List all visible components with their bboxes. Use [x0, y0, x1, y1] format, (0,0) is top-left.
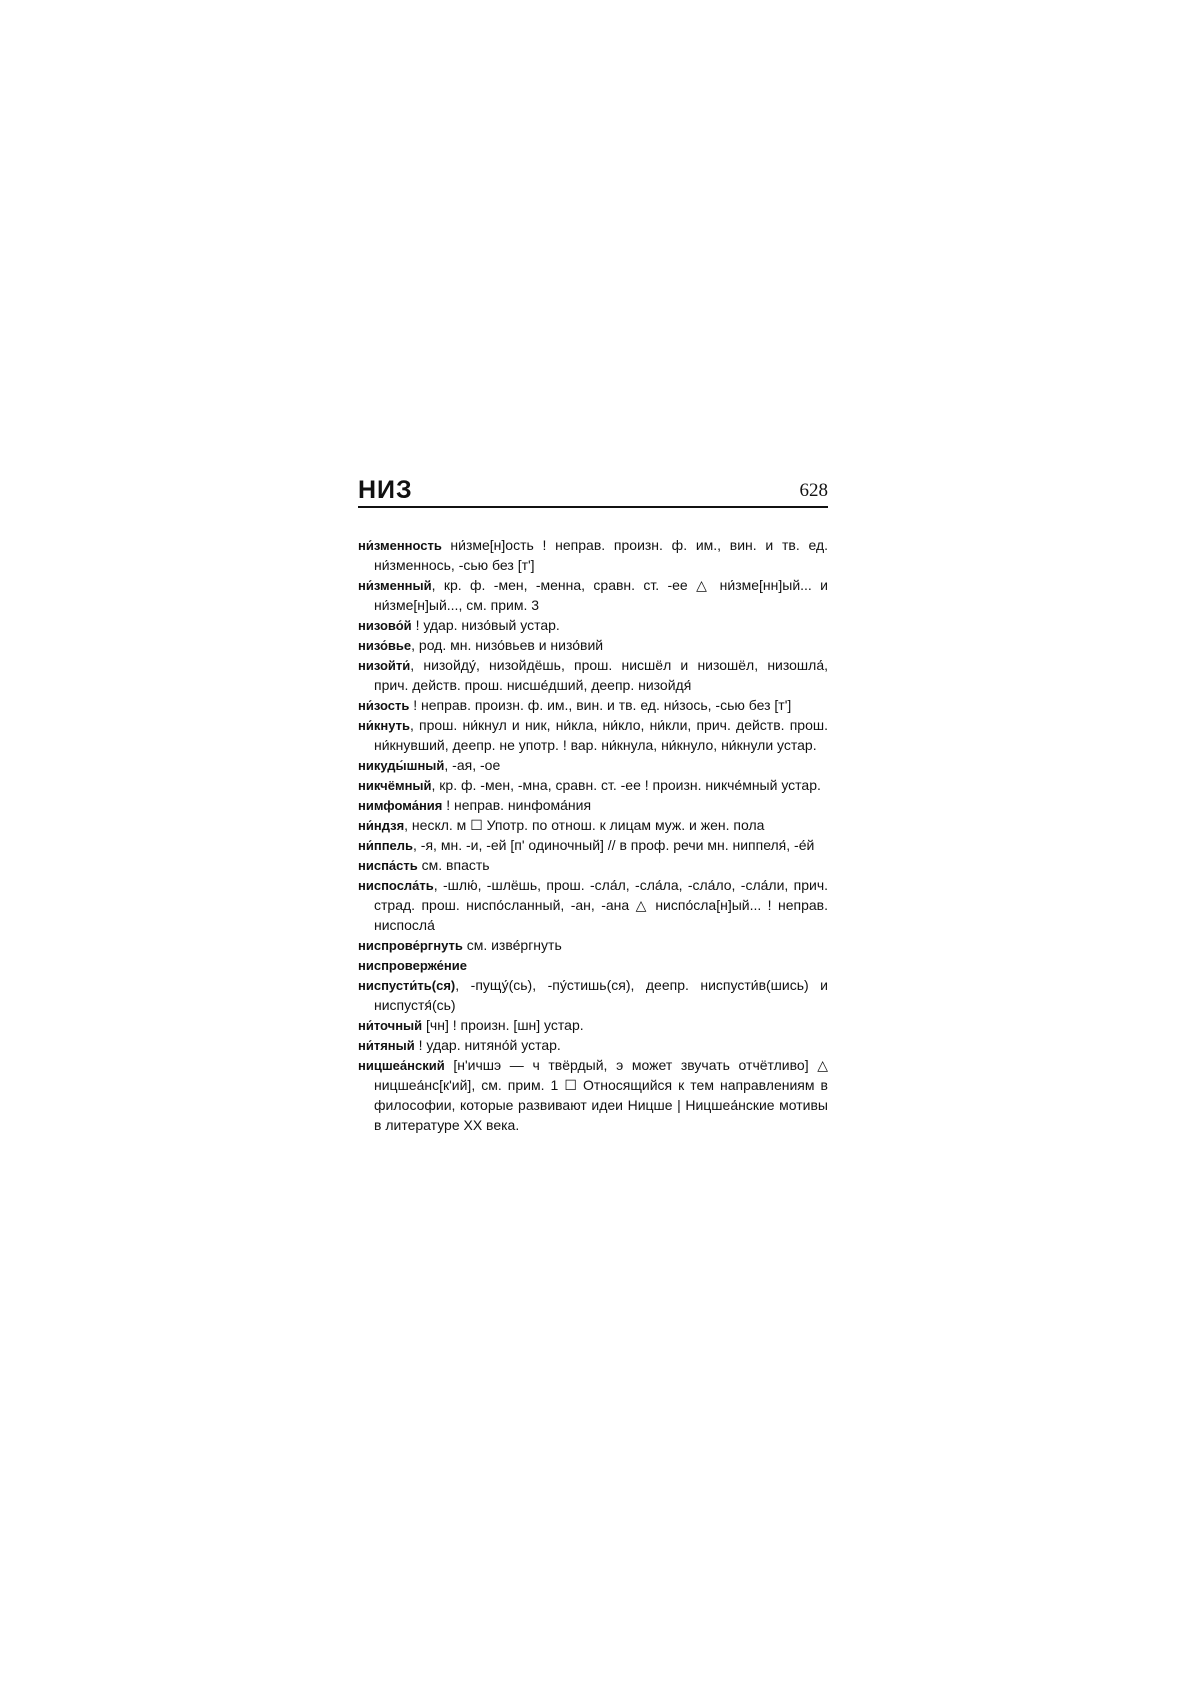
entry-body: ни́зме[н]ость ! неправ. произн. ф. им., вин. и тв. ед. ни́зменнось, -сью без [т']	[374, 537, 828, 573]
headword: низо́вье	[358, 638, 412, 653]
entry-body: , -пущу́(сь), -пу́стишь(ся), деепр. ниспусти́в(шись) и ниспустя́(сь)	[374, 977, 828, 1013]
dictionary-entry	[358, 936, 828, 956]
headword: нимфома́ния	[358, 798, 443, 813]
entry-body: , -я, мн. -и, -ей [п' одиночный] // в проф. речи мн. ниппеля́, -е́й	[413, 837, 815, 853]
headword: ни́зменность	[358, 538, 442, 553]
headword: низойти́	[358, 658, 411, 673]
dictionary-entry	[358, 656, 828, 696]
dictionary-entry	[358, 756, 828, 776]
entry-body: , -ая, -ое	[444, 757, 501, 773]
headword: низово́й	[358, 618, 412, 633]
dictionary-entry	[358, 856, 828, 876]
entry-body: [н'ичшэ — ч твёрдый, э может звучать отчётливо] △ ницшеа́нс[к'ий], см. прим. 1 ☐ Относящийся к тем направлениям в философии, которые развивают идеи Ницше | Ницшеа́нские мотивы в литературе XX века.	[374, 1057, 828, 1133]
headword: ниспусти́ть(ся)	[358, 978, 456, 993]
headword: ни́зость	[358, 698, 410, 713]
headword: ни́зменный	[358, 578, 432, 593]
headword: ницшеа́нский	[358, 1058, 445, 1073]
dictionary-entry	[358, 796, 828, 816]
entry-body: [чн] ! произн. [шн] устар.	[422, 1017, 584, 1033]
headword: никуды́шный	[358, 758, 445, 773]
entry-body: , нескл. м ☐ Употр. по отнош. к лицам муж. и жен. пола	[404, 817, 765, 833]
entry-body: , -шлю́, -шлёшь, прош. -сла́л, -сла́ла, -сла́ло, -сла́ли, прич. страд. прош. ниспо́сланный, -ан, -ана △ ниспо́сла[н]ый... ! неправ. ниспосла́	[374, 877, 828, 933]
headword: никчёмный	[358, 778, 432, 793]
headword: ниспа́сть	[358, 858, 418, 873]
headword: ниспроверже́ние	[358, 958, 467, 973]
dictionary-entry	[358, 976, 828, 1016]
dictionary-entry	[358, 816, 828, 836]
dictionary-entry	[358, 576, 828, 616]
dictionary-entry	[358, 956, 828, 976]
page-header	[358, 476, 828, 506]
dictionary-entry	[358, 536, 828, 576]
entry-body: ! неправ. нинфома́ния	[442, 797, 592, 813]
dictionary-entry	[358, 876, 828, 936]
entry-body: ! удар. низо́вый устар.	[411, 617, 560, 633]
page-number: 628	[799, 480, 828, 501]
headword: ни́ндзя	[358, 818, 405, 833]
running-head: НИЗ	[358, 476, 413, 504]
entry-body: , низойду́, низойдёшь, прош. нисшёл и низошёл, низошла́, прич. действ. прош. нисше́дший, деепр. низойдя́	[374, 657, 828, 693]
headword: ниспрове́ргнуть	[358, 938, 463, 953]
entry-body: , кр. ф. -мен, -менна, сравн. ст. -ее △ ни́зме[нн]ый... и ни́зме[н]ый..., см. прим. 3	[374, 577, 828, 613]
dictionary-entries	[358, 536, 828, 1136]
entry-body: , кр. ф. -мен, -мна, сравн. ст. -ее ! произн. никче́мный устар.	[431, 777, 821, 793]
dictionary-entry	[358, 636, 828, 656]
headword: ни́ппель	[358, 838, 414, 853]
dictionary-entry	[358, 836, 828, 856]
header-rule	[358, 506, 828, 508]
entry-body: , прош. ни́кнул и ник, ни́кла, ни́кло, ни́кли, прич. действ. прош. ни́кнувший, деепр. не употр. ! вар. ни́кнула, ни́кнуло, ни́кнули устар.	[374, 717, 828, 753]
entry-body: см. впасть	[417, 857, 490, 873]
entry-body: ! удар. нитяно́й устар.	[414, 1037, 561, 1053]
dictionary-entry	[358, 716, 828, 756]
headword: ни́тяный	[358, 1038, 415, 1053]
entry-body: ! неправ. произн. ф. им., вин. и тв. ед. ни́зось, -сью без [т']	[409, 697, 792, 713]
dictionary-entry	[358, 616, 828, 636]
entry-body: см. изве́ргнуть	[462, 937, 562, 953]
entry-body: , род. мн. низо́вьев и низо́вий	[411, 637, 604, 653]
dictionary-entry	[358, 1016, 828, 1036]
headword: ни́точный	[358, 1018, 423, 1033]
dictionary-entry	[358, 1056, 828, 1136]
dictionary-entry	[358, 1036, 828, 1056]
headword: ни́кнуть	[358, 718, 410, 733]
dictionary-entry	[358, 696, 828, 716]
headword: ниспосла́ть	[358, 878, 434, 893]
dictionary-entry	[358, 776, 828, 796]
